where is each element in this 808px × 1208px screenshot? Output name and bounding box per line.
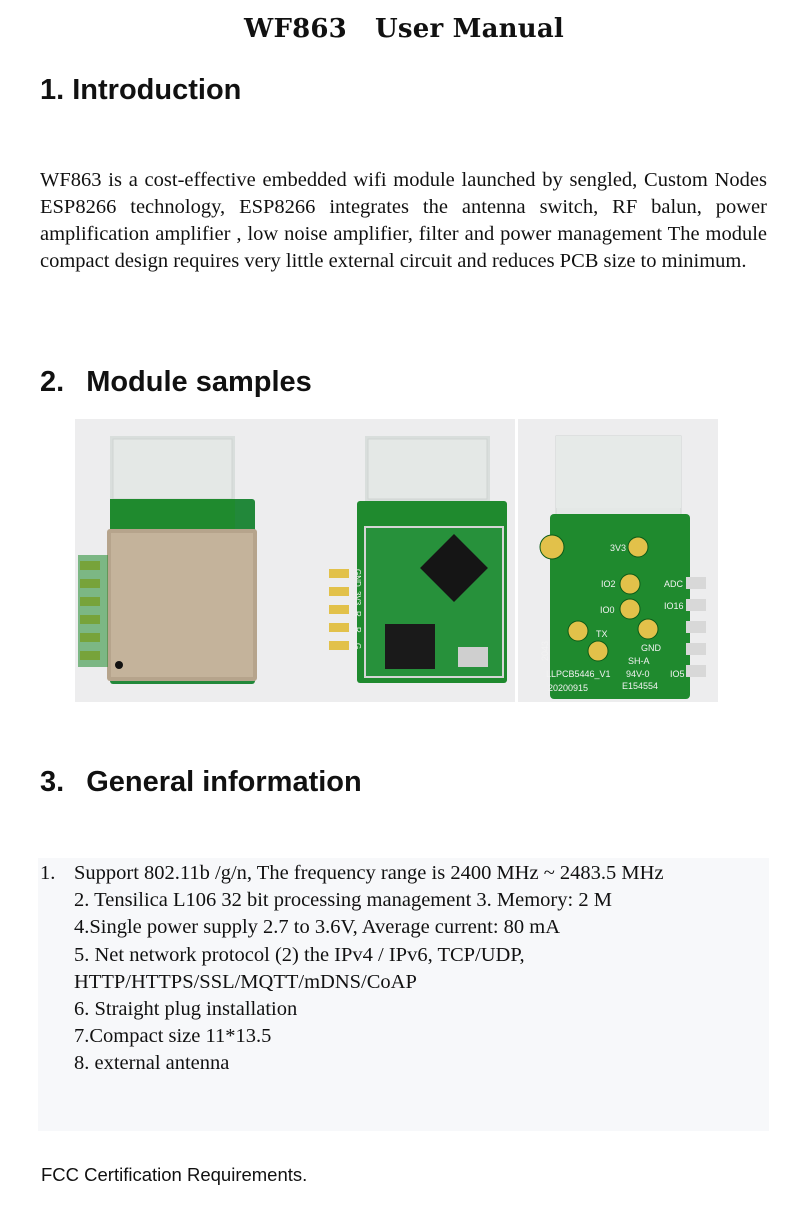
pad-label-io2: IO2: [601, 579, 616, 589]
model-name: WF863: [244, 14, 347, 44]
pad-label-tx: TX: [596, 629, 608, 639]
module-photo-shielded: [75, 419, 515, 702]
list-item: 8. external antenna: [74, 1052, 230, 1075]
introduction-paragraph: WF863 is a cost-effective embedded wifi module launched by sengled, Custom Nodes ESP8266 technology, ESP8266 integrates the antenna switch, RF balun, power amplification amplifier , low noise amplifier, filter and power management The module compact design requires very little external circuit and reduces PCB size to minimum.: [40, 169, 767, 272]
section-number: 3.: [40, 766, 65, 798]
section-title: Introduction: [72, 74, 242, 106]
list-item: 4.Single power supply 2.7 to 3.6V, Average current: 80 mA: [74, 916, 561, 939]
general-information-list: [38, 860, 664, 1078]
pcb-pin-label: GND: [353, 569, 362, 587]
pcb-pin-label: R: [353, 627, 362, 633]
section-heading-introduction: [40, 74, 241, 107]
list-item: HTTP/HTTPS/SSL/MQTT/mDNS/CoAP: [74, 970, 417, 993]
section-title: General information: [86, 766, 362, 798]
module-samples-photo: [75, 419, 718, 702]
section-title: Module samples: [86, 366, 312, 398]
pad-label-3v3: 3V3: [610, 543, 627, 553]
pcb-ul-code: E154554: [622, 681, 659, 691]
list-item: 2. Tensilica L106 32 bit processing management 3. Memory: 2 M: [74, 889, 612, 912]
module-back-pads: [518, 419, 718, 702]
section-heading-module-samples: [40, 366, 312, 399]
pcb-pin-label: G: [353, 643, 362, 650]
pad-label-gnd: GND: [641, 643, 661, 653]
list-item: 5. Net network protocol (2) the IPv4 / IPv6, TCP/UDP,: [74, 943, 525, 966]
section-number: 1.: [40, 74, 65, 106]
section-number: 2.: [40, 366, 65, 398]
document-title: [0, 14, 808, 44]
pad-label-io16: IO16: [664, 601, 684, 611]
manual-label: User Manual: [374, 14, 564, 44]
pcb-board-code: LLPCB5446_V1: [546, 669, 611, 679]
pcb-mark-sha: SH-A: [628, 656, 650, 666]
pad-label-io5: IO5: [670, 669, 685, 679]
list-item-text: Support 802.11b /g/n, The frequency range is 2400 MHz ~ 2483.5 MHz: [74, 862, 664, 884]
pcb-date-code: 20200915: [548, 683, 589, 693]
pcb-pin-label: R: [353, 611, 362, 617]
list-marker: 1.: [40, 862, 56, 884]
pcb-rotated-code: 2043: [540, 640, 550, 661]
fcc-requirements-heading: FCC Certification Requirements.: [41, 1164, 308, 1185]
list-item: [38, 860, 664, 887]
section-heading-general-information: [40, 766, 362, 799]
pad-label-adc: ADC: [664, 579, 684, 589]
list-item: 6. Straight plug installation: [74, 998, 298, 1021]
pad-label-io0: IO0: [600, 605, 615, 615]
list-item: 7.Compact size 11*13.5: [74, 1025, 272, 1048]
general-information-box: [38, 858, 769, 1131]
pcb-pin-label: 3V3: [353, 591, 362, 606]
pcb-rating: 94V-0: [626, 669, 650, 679]
module-photo-back: [518, 419, 718, 702]
